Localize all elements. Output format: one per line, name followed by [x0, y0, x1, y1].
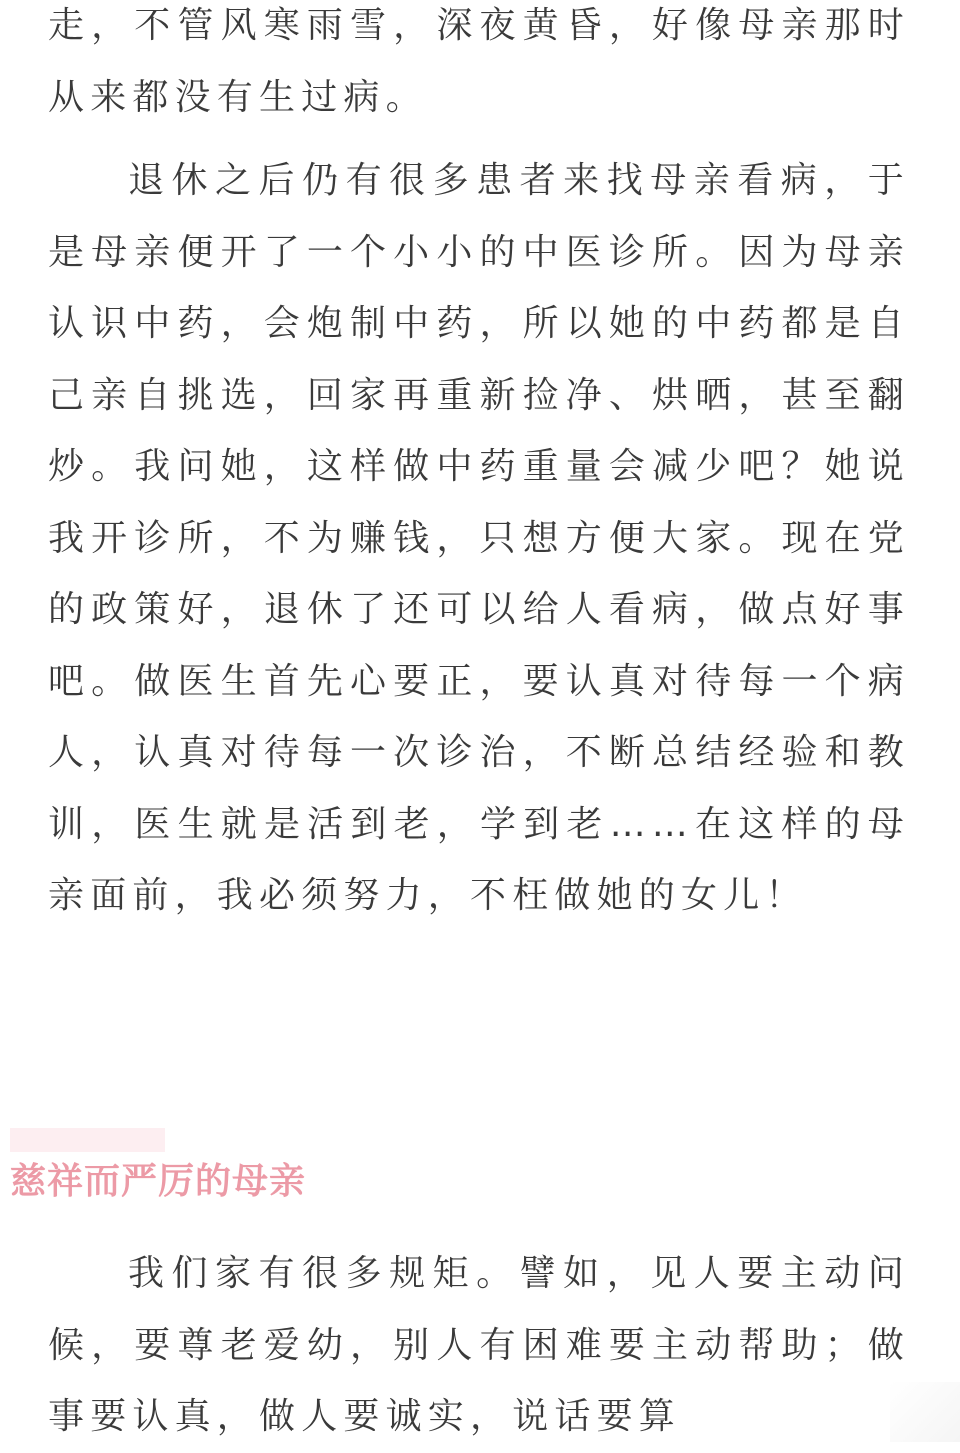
article-paragraph-intro: 走，不管风寒雨雪，深夜黄昏，好像母亲那时从来都没有生过病。 [48, 5, 910, 118]
section-heading: 慈祥而严厉的母亲 [10, 1161, 307, 1202]
article-paragraph-rules: 我们家有很多规矩。譬如，见人要主动问候，要尊老爱幼，别人有困难要主动帮助；做事要认真，做人要诚实，说话要算 [48, 1253, 910, 1437]
article-paragraph-retirement: 退休之后仍有很多患者来找母亲看病，于是母亲便开了一个小小的中医诊所。因为母亲认识中药，会炮制中药，所以她的中药都是自己亲自挑选，回家再重新捡净、烘晒，甚至翻炒。我问她，这样做中药重量会减少吧？她说我开诊所，不为赚钱，只想方便大家。现在党的政策好，退休了还可以给人看病，做点好事吧。做医生首先心要正，要认真对待每一个病人，认真对待每一次诊治，不断总结经验和教训，医生就是活到老，学到老……在这样的母亲面前，我必须努力，不枉做她的女儿！ [48, 160, 910, 916]
section-heading-accent-bar [10, 1128, 165, 1152]
